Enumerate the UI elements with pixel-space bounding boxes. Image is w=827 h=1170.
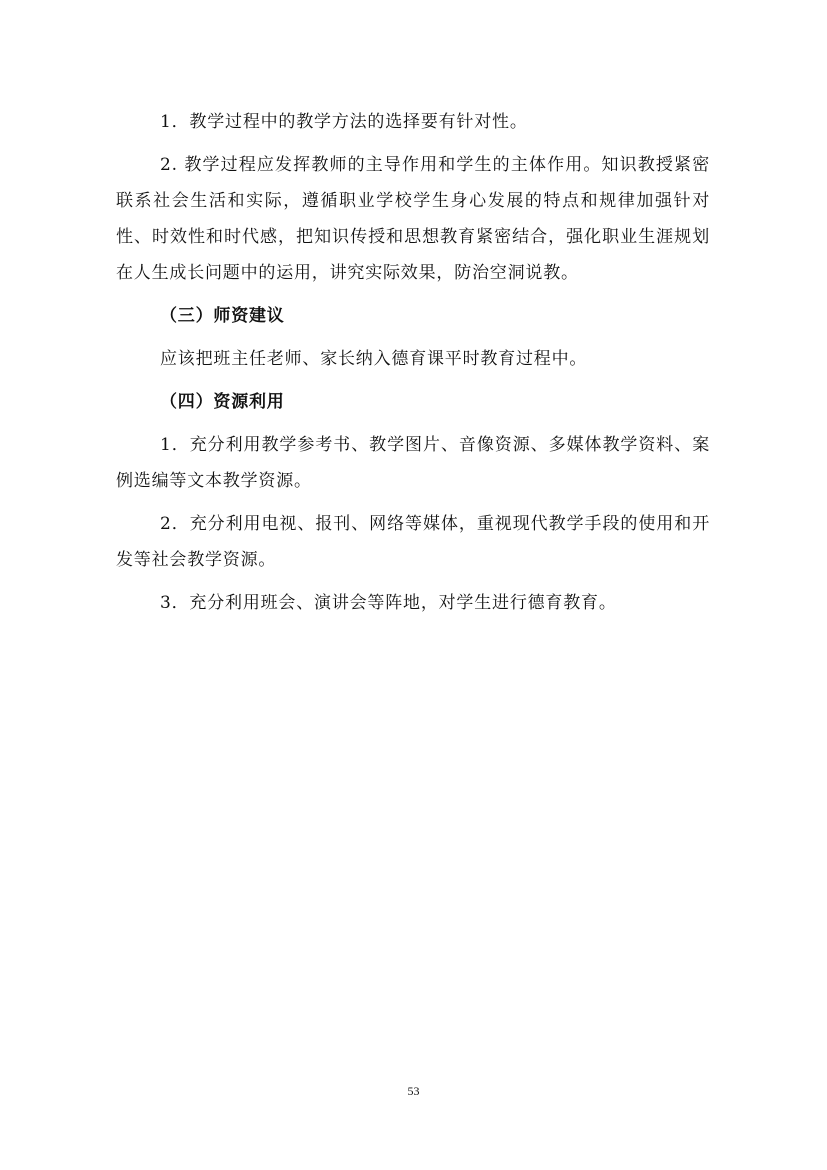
- paragraph-class-meetings: 3．充分利用班会、演讲会等阵地，对学生进行德育教育。: [160, 593, 617, 613]
- paragraph-text-resources: 1．充分利用教学参考书、教学图片、音像资源、多媒体教学资料、案例选编等文本教学资源。: [116, 435, 710, 491]
- paragraph-media-resources: 2．充分利用电视、报刊、网络等媒体，重视现代教学手段的使用和开发等社会教学资源。: [116, 514, 710, 570]
- paragraph-teacher-role: 2. 教学过程应发挥教师的主导作用和学生的主体作用。知识教授紧密联系社会生活和实际，遵循职业学校学生身心发展的特点和规律加强针对性、时效性和时代感，把知识传授和思想教育紧密结合，强化职业生涯规划在人生成长问题中的运用，讲究实际效果，防治空洞说教。: [116, 155, 710, 283]
- paragraph-method-selection: 1．教学过程中的教学方法的选择要有针对性。: [160, 112, 528, 132]
- page-number: 53: [407, 1084, 420, 1098]
- heading-teacher-suggestions: （三）师资建议: [160, 306, 285, 326]
- page-content: [116, 104, 710, 628]
- paragraph-class-teacher-parents: 应该把班主任老师、家长纳入德育课平时教育过程中。: [160, 349, 588, 369]
- heading-resource-use: （四）资源利用: [160, 392, 285, 412]
